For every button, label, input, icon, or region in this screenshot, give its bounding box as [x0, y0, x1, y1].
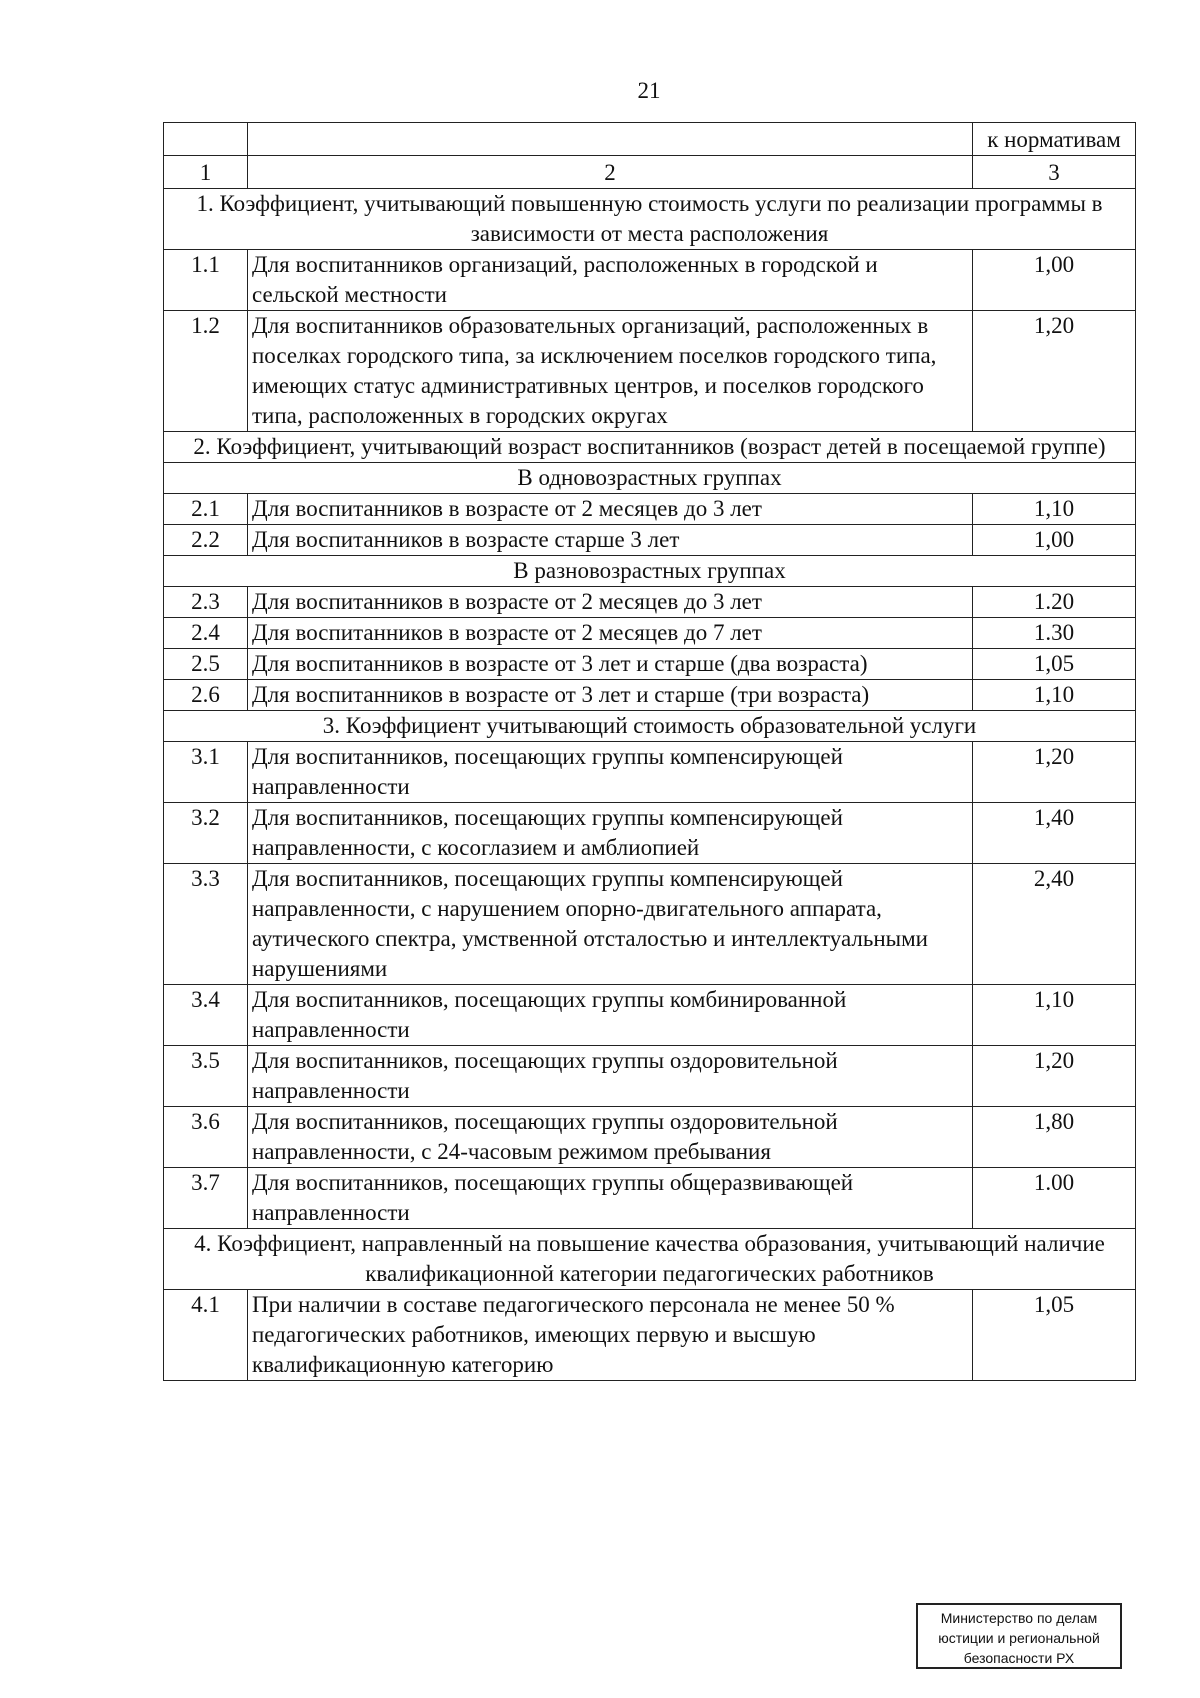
- table-row: [164, 864, 1136, 985]
- row-number: 3.4: [164, 985, 248, 1046]
- section-title-row: [164, 711, 1136, 742]
- table-row: [164, 311, 1136, 432]
- table-header-row: [164, 123, 1136, 156]
- row-number: 3.5: [164, 1046, 248, 1107]
- row-coefficient: 1,00: [973, 525, 1136, 556]
- row-coefficient: 1,10: [973, 680, 1136, 711]
- row-coefficient: 1,05: [973, 649, 1136, 680]
- row-description: Для воспитанников, посещающих группы компенсирующей направленности, с косоглазием и амблиопией: [248, 803, 973, 864]
- row-number: 2.6: [164, 680, 248, 711]
- row-description: Для воспитанников, посещающих группы общеразвивающей направленности: [248, 1168, 973, 1229]
- section-title-row: [164, 1229, 1136, 1290]
- column-number-2: 2: [248, 156, 973, 189]
- table-row: [164, 742, 1136, 803]
- stamp-line-1: Министерство по делам: [940, 1610, 1098, 1626]
- row-description: Для воспитанников, посещающих группы комбинированной направленности: [248, 985, 973, 1046]
- row-number: 3.1: [164, 742, 248, 803]
- section-title: 2. Коэффициент, учитывающий возраст воспитанников (возраст детей в посещаемой группе): [164, 432, 1136, 463]
- row-number: 2.4: [164, 618, 248, 649]
- row-description: Для воспитанников в возрасте старше 3 лет: [248, 525, 973, 556]
- section-title-row: [164, 432, 1136, 463]
- row-coefficient: 1,20: [973, 1046, 1136, 1107]
- row-description: Для воспитанников в возрасте от 2 месяцев до 3 лет: [248, 494, 973, 525]
- column-number-row: [164, 156, 1136, 189]
- row-number: 3.3: [164, 864, 248, 985]
- row-coefficient: 1.30: [973, 618, 1136, 649]
- row-number: 3.7: [164, 1168, 248, 1229]
- table-row: [164, 803, 1136, 864]
- header-label: к нормативам: [973, 123, 1136, 156]
- header-empty-cell-1: [164, 123, 248, 156]
- section-title: 1. Коэффициент, учитывающий повышенную стоимость услуги по реализации программы в зависимости от места расположения: [164, 189, 1136, 250]
- row-number: 1.1: [164, 250, 248, 311]
- stamp-line-2: юстиции и региональной: [938, 1630, 1100, 1646]
- section-title-row: [164, 189, 1136, 250]
- column-number-3: 3: [973, 156, 1136, 189]
- table-row: [164, 618, 1136, 649]
- row-coefficient: 1.00: [973, 1168, 1136, 1229]
- table-row: [164, 1168, 1136, 1229]
- coefficients-table: [163, 122, 1136, 1381]
- row-description: Для воспитанников образовательных организаций, расположенных в поселках городского типа, за исключением поселков городского типа, имеющих статус административных центров, и поселков городского типа, расположенных в городских округах: [248, 311, 973, 432]
- row-description: Для воспитанников, посещающих группы оздоровительной направленности: [248, 1046, 973, 1107]
- header-empty-cell-2: [248, 123, 973, 156]
- row-coefficient: 1,20: [973, 311, 1136, 432]
- row-coefficient: 1,00: [973, 250, 1136, 311]
- section-title: 4. Коэффициент, направленный на повышение качества образования, учитывающий наличие квалификационной категории педагогических работников: [164, 1229, 1136, 1290]
- table-row: [164, 494, 1136, 525]
- section-title: 3. Коэффициент учитывающий стоимость образовательной услуги: [164, 711, 1136, 742]
- table-row: [164, 250, 1136, 311]
- row-description: Для воспитанников в возрасте от 2 месяцев до 7 лет: [248, 618, 973, 649]
- row-number: 3.6: [164, 1107, 248, 1168]
- row-description: Для воспитанников, посещающих группы оздоровительной направленности, с 24-часовым режимом пребывания: [248, 1107, 973, 1168]
- table-row: [164, 1107, 1136, 1168]
- table-row: [164, 680, 1136, 711]
- ministry-stamp: [916, 1603, 1122, 1669]
- row-number: 4.1: [164, 1290, 248, 1381]
- subsection-title: В одновозрастных группах: [164, 463, 1136, 494]
- row-description: Для воспитанников в возрасте от 3 лет и старше (три возраста): [248, 680, 973, 711]
- row-coefficient: 1,80: [973, 1107, 1136, 1168]
- row-number: 3.2: [164, 803, 248, 864]
- table-row: [164, 985, 1136, 1046]
- row-description: Для воспитанников организаций, расположенных в городской и сельской местности: [248, 250, 973, 311]
- row-coefficient: 1.20: [973, 587, 1136, 618]
- row-description: Для воспитанников, посещающих группы компенсирующей направленности: [248, 742, 973, 803]
- row-coefficient: 1,10: [973, 494, 1136, 525]
- row-number: 2.5: [164, 649, 248, 680]
- table-row: [164, 649, 1136, 680]
- table-row: [164, 525, 1136, 556]
- row-coefficient: 2,40: [973, 864, 1136, 985]
- table-row: [164, 1290, 1136, 1381]
- row-number: 2.1: [164, 494, 248, 525]
- row-description: Для воспитанников в возрасте от 2 месяцев до 3 лет: [248, 587, 973, 618]
- row-number: 1.2: [164, 311, 248, 432]
- subsection-row: [164, 463, 1136, 494]
- stamp-line-3: безопасности РХ: [963, 1650, 1075, 1666]
- row-coefficient: 1,40: [973, 803, 1136, 864]
- row-number: 2.3: [164, 587, 248, 618]
- row-coefficient: 1,10: [973, 985, 1136, 1046]
- row-coefficient: 1,20: [973, 742, 1136, 803]
- column-number-1: 1: [164, 156, 248, 189]
- row-number: 2.2: [164, 525, 248, 556]
- page-number: 21: [637, 78, 661, 103]
- subsection-title: В разновозрастных группах: [164, 556, 1136, 587]
- row-coefficient: 1,05: [973, 1290, 1136, 1381]
- row-description: Для воспитанников, посещающих группы компенсирующей направленности, с нарушением опорно-двигательного аппарата, аутического спектра, умственной отсталостью и интеллектуальными нарушениями: [248, 864, 973, 985]
- table-row: [164, 587, 1136, 618]
- row-description: При наличии в составе педагогического персонала не менее 50 % педагогических работников, имеющих первую и высшую квалификационную категорию: [248, 1290, 973, 1381]
- table-row: [164, 1046, 1136, 1107]
- row-description: Для воспитанников в возрасте от 3 лет и старше (два возраста): [248, 649, 973, 680]
- subsection-row: [164, 556, 1136, 587]
